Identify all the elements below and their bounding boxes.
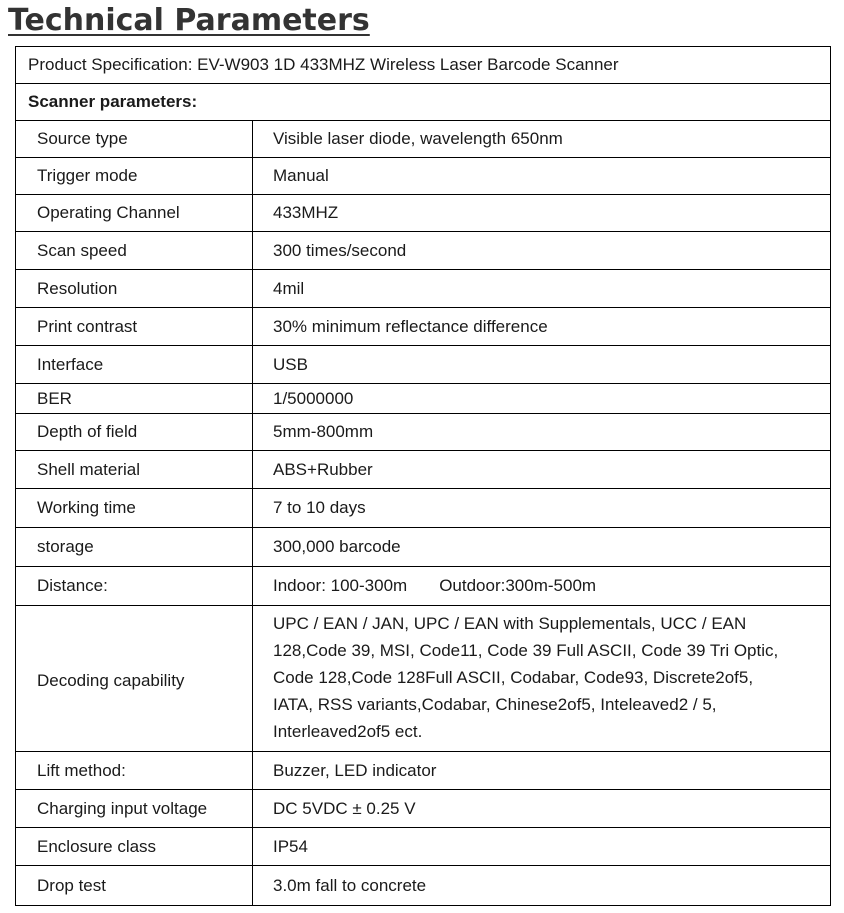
- param-value: 433MHZ: [253, 195, 831, 232]
- param-value: 3.0m fall to concrete: [253, 866, 831, 906]
- table-row: [16, 270, 831, 308]
- param-label: Source type: [16, 121, 253, 158]
- param-value: 30% minimum reflectance difference: [253, 308, 831, 346]
- distance-outdoor: Outdoor:300m-500m: [439, 576, 597, 595]
- param-label: Operating Channel: [16, 195, 253, 232]
- param-label: Resolution: [16, 270, 253, 308]
- param-label: Shell material: [16, 451, 253, 489]
- table-row: [16, 158, 831, 195]
- param-value: USB: [253, 346, 831, 384]
- table-row: [16, 606, 831, 752]
- param-label: Trigger mode: [16, 158, 253, 195]
- param-value: Manual: [253, 158, 831, 195]
- param-value: DC 5VDC ± 0.25 V: [253, 790, 831, 828]
- table-row: [16, 308, 831, 346]
- param-value: Visible laser diode, wavelength 650nm: [253, 121, 831, 158]
- table-row: [16, 232, 831, 270]
- param-label: Charging input voltage: [16, 790, 253, 828]
- param-label: Lift method:: [16, 752, 253, 790]
- param-value: [253, 606, 831, 752]
- param-label: Decoding capability: [16, 606, 253, 752]
- param-label: storage: [16, 528, 253, 567]
- param-value: 1/5000000: [253, 384, 831, 414]
- param-value: Buzzer, LED indicator: [253, 752, 831, 790]
- param-value: IP54: [253, 828, 831, 866]
- distance-indoor: Indoor: 100-300m: [273, 576, 408, 595]
- decoding-line: Code 128,Code 128Full ASCII, Codabar, Code93, Discrete2of5,: [273, 667, 754, 687]
- table-row: [16, 47, 831, 84]
- table-row: [16, 451, 831, 489]
- page-title: Technical Parameters: [8, 3, 370, 38]
- product-spec: Product Specification: EV-W903 1D 433MHZ Wireless Laser Barcode Scanner: [16, 47, 831, 84]
- table-row: [16, 121, 831, 158]
- param-label: Enclosure class: [16, 828, 253, 866]
- table-row: [16, 489, 831, 528]
- decoding-line: 128,Code 39, MSI, Code11, Code 39 Full ASCII, Code 39 Tri Optic,: [273, 640, 779, 660]
- table-row: [16, 752, 831, 790]
- param-value: 5mm-800mm: [253, 414, 831, 451]
- table-row: [16, 828, 831, 866]
- param-label: Print contrast: [16, 308, 253, 346]
- param-label: Drop test: [16, 866, 253, 906]
- table-row: [16, 790, 831, 828]
- param-value: 300,000 barcode: [253, 528, 831, 567]
- decoding-line: UPC / EAN / JAN, UPC / EAN with Supplementals, UCC / EAN: [273, 613, 747, 633]
- decoding-line: Interleaved2of5 ect.: [273, 721, 423, 741]
- section-header: Scanner parameters:: [16, 84, 831, 121]
- param-label: Working time: [16, 489, 253, 528]
- param-label: Distance:: [16, 567, 253, 606]
- table-row: [16, 414, 831, 451]
- param-value: 4mil: [253, 270, 831, 308]
- table-row: [16, 567, 831, 606]
- param-value: 7 to 10 days: [253, 489, 831, 528]
- param-label: Depth of field: [16, 414, 253, 451]
- table-row: [16, 528, 831, 567]
- param-label: BER: [16, 384, 253, 414]
- param-value: ABS+Rubber: [253, 451, 831, 489]
- param-label: Interface: [16, 346, 253, 384]
- table-row: [16, 195, 831, 232]
- param-value: 300 times/second: [253, 232, 831, 270]
- table-row: [16, 866, 831, 906]
- table-row: [16, 346, 831, 384]
- spec-table: [15, 46, 831, 906]
- decoding-line: IATA, RSS variants,Codabar, Chinese2of5, Inteleaved2 / 5,: [273, 694, 717, 714]
- param-value: [253, 567, 831, 606]
- param-label: Scan speed: [16, 232, 253, 270]
- table-row: [16, 384, 831, 414]
- table-row: [16, 84, 831, 121]
